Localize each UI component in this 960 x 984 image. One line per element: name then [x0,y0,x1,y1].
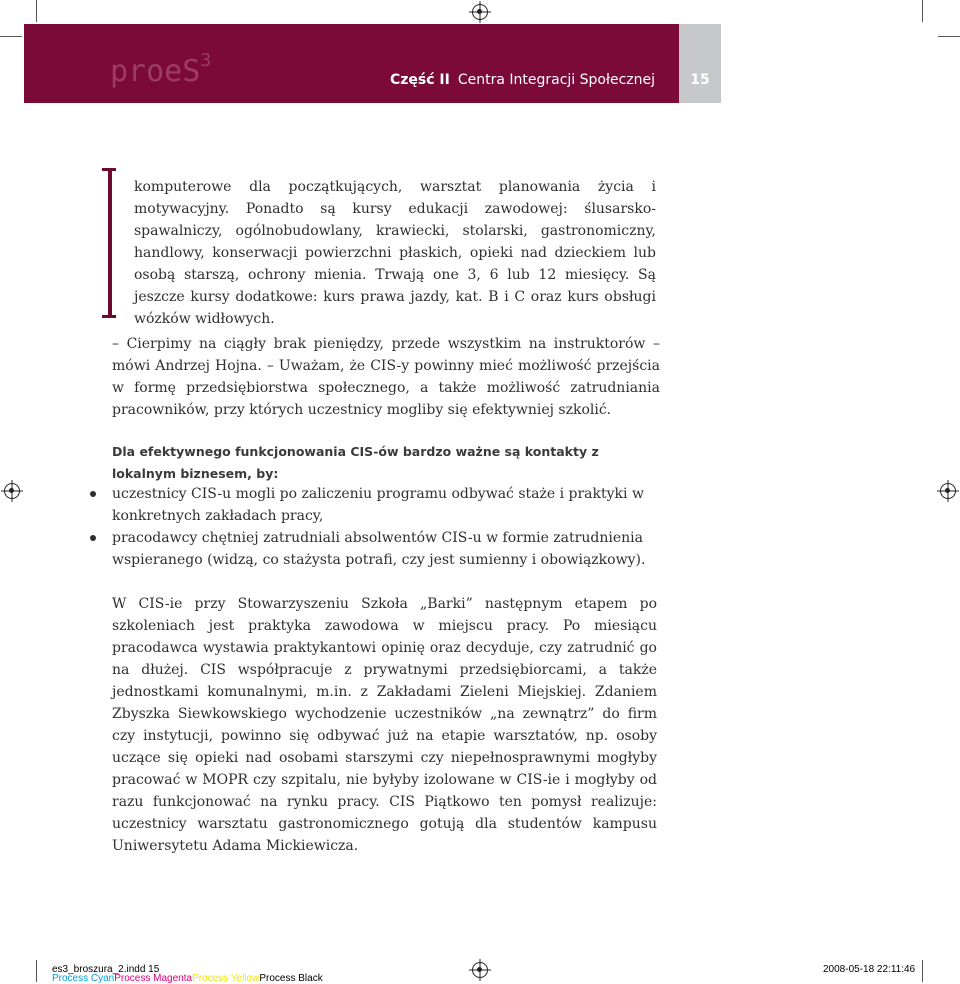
registration-mark-icon [472,962,488,978]
bullet-list [112,483,658,571]
slug-process-colors [52,973,323,984]
list-item: pracodawcy chętniej zatrudniali absolwentów CIS-u w formie zatrudnienia wspieranego (widzą, co stażysta potrafi, czy jest sumienny i obowiązkowy). [112,527,658,571]
registration-mark-icon [940,483,956,499]
crop-mark [922,0,923,22]
process-black: Process Black [259,973,323,984]
slug-filename: es3_broszura_2.indd 15 [52,964,160,975]
bold-heading: Dla efektywnego funkcjonowania CIS-ów bardzo ważne są kontakty z lokalnym biznesem, by: [112,444,599,481]
registration-mark-icon [4,483,20,499]
section-title: Centra Integracji Społecznej [457,72,655,88]
part-label: Część II [390,72,450,88]
crop-mark [938,36,960,37]
page-header [24,24,679,103]
proes3-logo: proeS$^3$ [110,50,212,89]
page-number-box [679,24,721,103]
paragraph-quote-hojna: – Cierpimy na ciągły brak pieniędzy, przede wszystkim na instruktorów – mówi Andrzej Hojna. – Uważam, że CIS-y powinny mieć możliwość przejścia w formę przedsiębiorstwa społecznego, a także możliwość zatrudniania pracowników, przy których uczestnicy mogliby się efektywniej szkolić. [112,336,660,418]
registration-mark-icon [472,4,488,20]
decorative-bar-top [102,168,116,171]
decorative-bar-bottom [102,315,116,318]
crop-mark [36,960,37,982]
page-number: 15 [690,72,710,88]
paragraph-courses: komputerowe dla początkujących, warsztat planowania życia i motywacyjny. Ponadto są kursy edukacji zawodowej: ślusarsko-spawalniczy, ogólnobudowlany, krawiecki, stolarski, gastronomiczny, handlowy, konserwacji powierzchni płaskich, opieki nad dzieckiem lub osobą starszą, ochrony mienia. Trwają one 3, 6 lub 12 miesięcy. Są jeszcze kursy dodatkowe: kurs prawa jazdy, kat. B i C oraz kurs obsługi wózków widłowych. [134,179,656,327]
process-cyan: Process Cyan [52,973,115,984]
process-magenta: Process Magenta [114,973,193,984]
crop-mark [922,960,923,982]
process-yellow: Process Yellow [192,973,260,984]
list-item: uczestnicy CIS-u mogli po zaliczeniu programu odbywać staże i praktyki w konkretnych zakładach pracy, [112,483,658,527]
decorative-bar [108,168,112,318]
running-head [390,72,655,88]
bullet-icon [90,535,96,541]
crop-mark [0,36,22,37]
bullet-icon [90,491,96,497]
crop-mark [36,0,37,22]
slug-timestamp: 2008-05-18 22:11:46 [823,964,916,975]
paragraph-barki: W CIS-ie przy Stowarzyszeniu Szkoła „Barki” następnym etapem po szkoleniach jest praktyka zawodowa w miejscu pracy. Po miesiącu pracodawca wystawia praktykantowi opinię oraz decyduje, czy zatrudnić go na dłużej. CIS współpracuje z prywatnymi przedsiębiorcami, a także jednostkami komunalnymi, m.in. z Zakładami Zieleni Miejskiej. Zdaniem Zbyszka Siewkowskiego wychodzenie uczestników „na zewnątrz” do firm czy instytucji, powinno się odbywać już na etapie warsztatów, np. osoby uczące się opieki nad osobami starszymi czy niepełnosprawnymi mogłyby pracować w MOPR czy szpitalu, nie byłyby izolowane w CIS-ie i mogłyby od razu funkcjonować na rynku pracy. CIS Piątkowo ten pomysł realizuje: uczestnicy warsztatu gastronomicznego gotują dla studentów kampusu Uniwersytetu Adama Mickiewicza. [112,596,657,854]
